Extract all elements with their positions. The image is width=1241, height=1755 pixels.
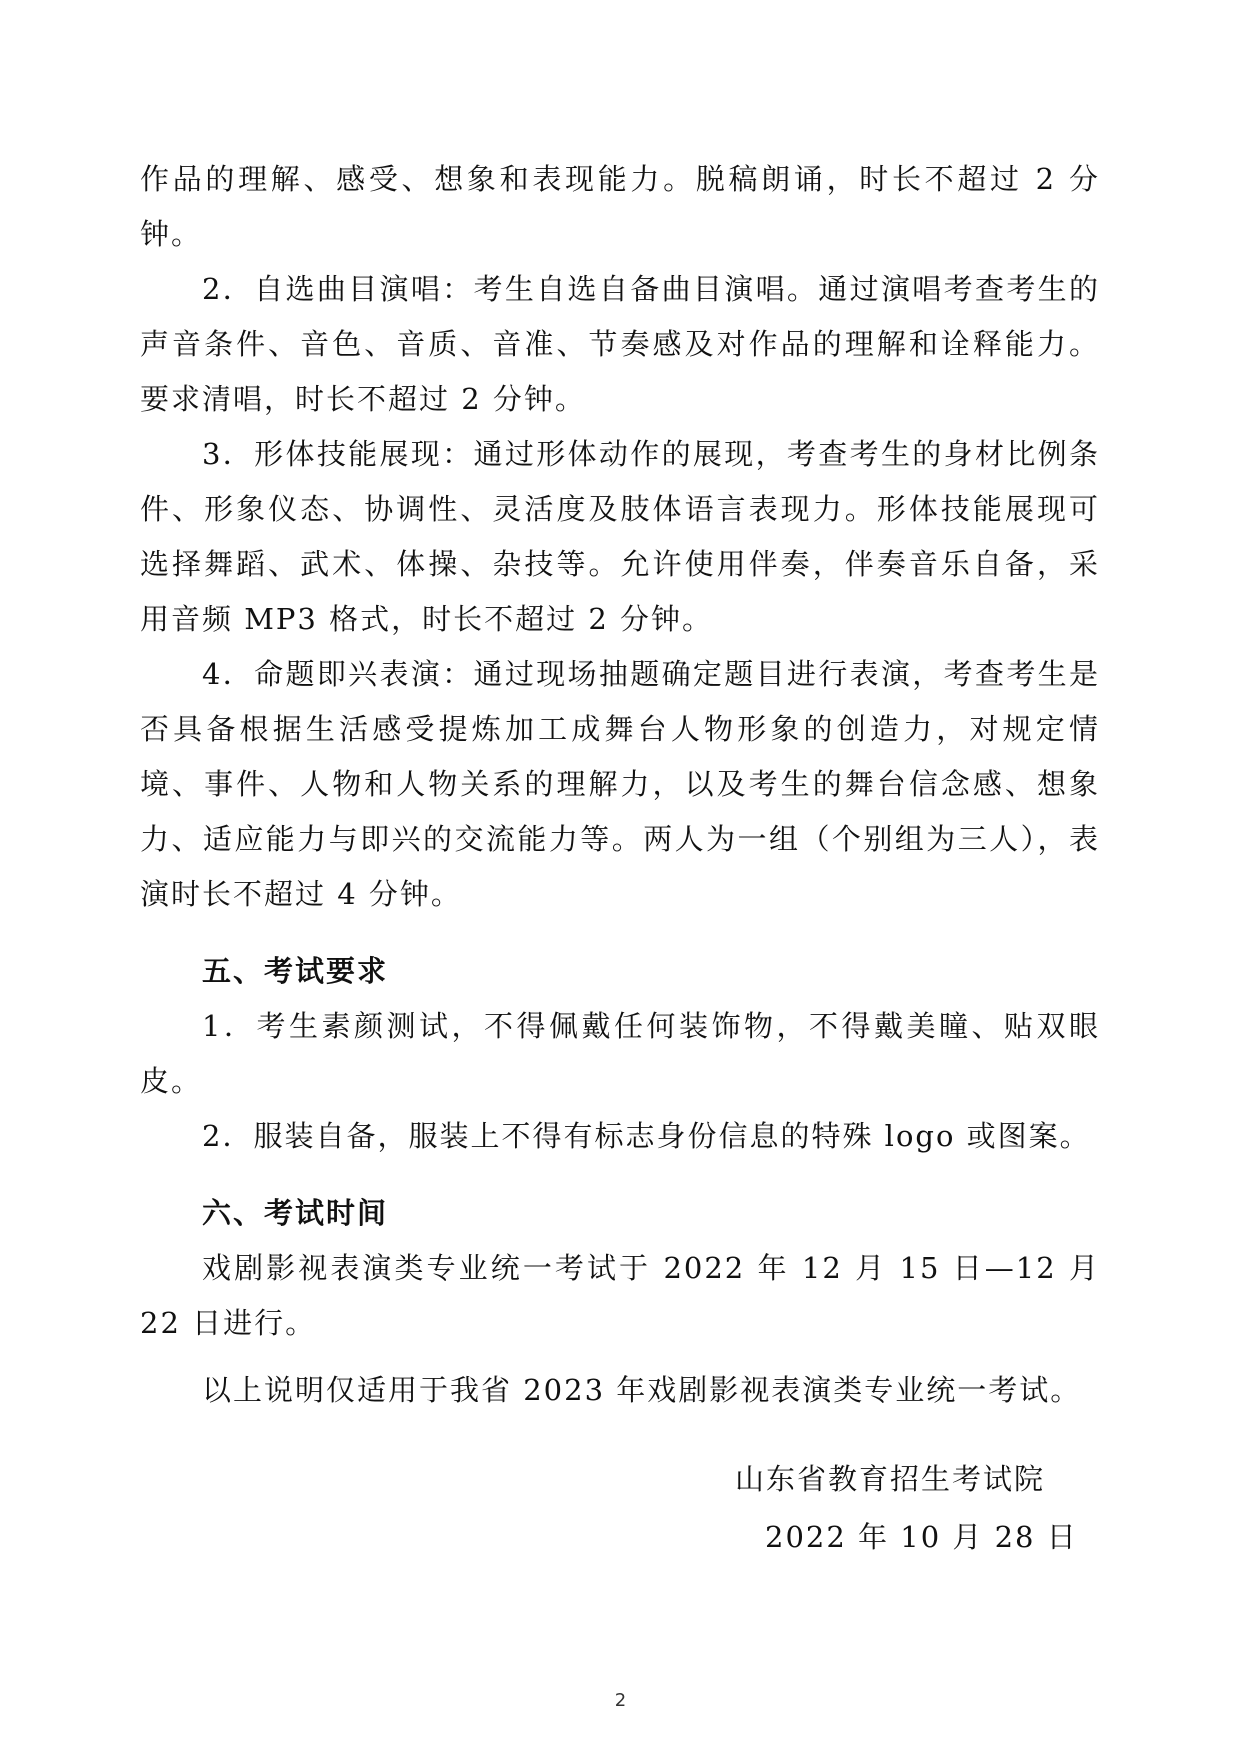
section-heading-exam-requirements: 五、考试要求 bbox=[202, 954, 389, 988]
applicability-note: 以上说明仅适用于我省 2023 年戏剧影视表演类专业统一考试。 bbox=[202, 1373, 1082, 1407]
section-spacer bbox=[140, 922, 1100, 934]
paragraph-physical-skills: 3．形体技能展现：通过形体动作的展现，考查考生的身材比例条件、形象仪态、协调性、灵活度及肢体语言表现力。形体技能展现可选择舞蹈、武术、体操、杂技等。允许使用伴奏，伴奏音乐自备，采用音频 MP3 格式，时长不超过 2 分钟。 bbox=[140, 437, 1100, 636]
requirement-item-1: 1．考生素颜测试，不得佩戴任何装饰物，不得戴美瞳、贴双眼皮。 bbox=[140, 1009, 1100, 1098]
paragraph-singing: 2．自选曲目演唱：考生自选自备曲目演唱。通过演唱考查考生的声音条件、音色、音质、音准、节奏感及对作品的理解和诠释能力。要求清唱，时长不超过 2 分钟。 bbox=[140, 272, 1100, 416]
paragraph-recitation-continued: 作品的理解、感受、想象和表现能力。脱稿朗诵，时长不超过 2 分钟。 bbox=[140, 162, 1100, 251]
section-heading-exam-time: 六、考试时间 bbox=[202, 1196, 389, 1230]
page-number: 2 bbox=[614, 1690, 627, 1711]
document-body bbox=[140, 152, 1100, 1418]
section-spacer bbox=[140, 1164, 1100, 1176]
requirement-item-2: 2．服装自备，服装上不得有标志身份信息的特殊 logo 或图案。 bbox=[202, 1119, 1091, 1153]
signature-organization: 山东省教育招生考试院 bbox=[735, 1462, 1046, 1496]
exam-time-text: 戏剧影视表演类专业统一考试于 2022 年 12 月 15 日—12 月 22 日进行。 bbox=[140, 1251, 1100, 1340]
paragraph-improvisation: 4．命题即兴表演：通过现场抽题确定题目进行表演，考查考生是否具备根据生活感受提炼加工成舞台人物形象的创造力，对规定情境、事件、人物和人物关系的理解力，以及考生的舞台信念感、想象力、适应能力与即兴的交流能力等。两人为一组（个别组为三人），表演时长不超过 4 分钟。 bbox=[140, 657, 1100, 911]
signature-date: 2022 年 10 月 28 日 bbox=[765, 1520, 1078, 1554]
section-spacer bbox=[140, 1351, 1100, 1363]
